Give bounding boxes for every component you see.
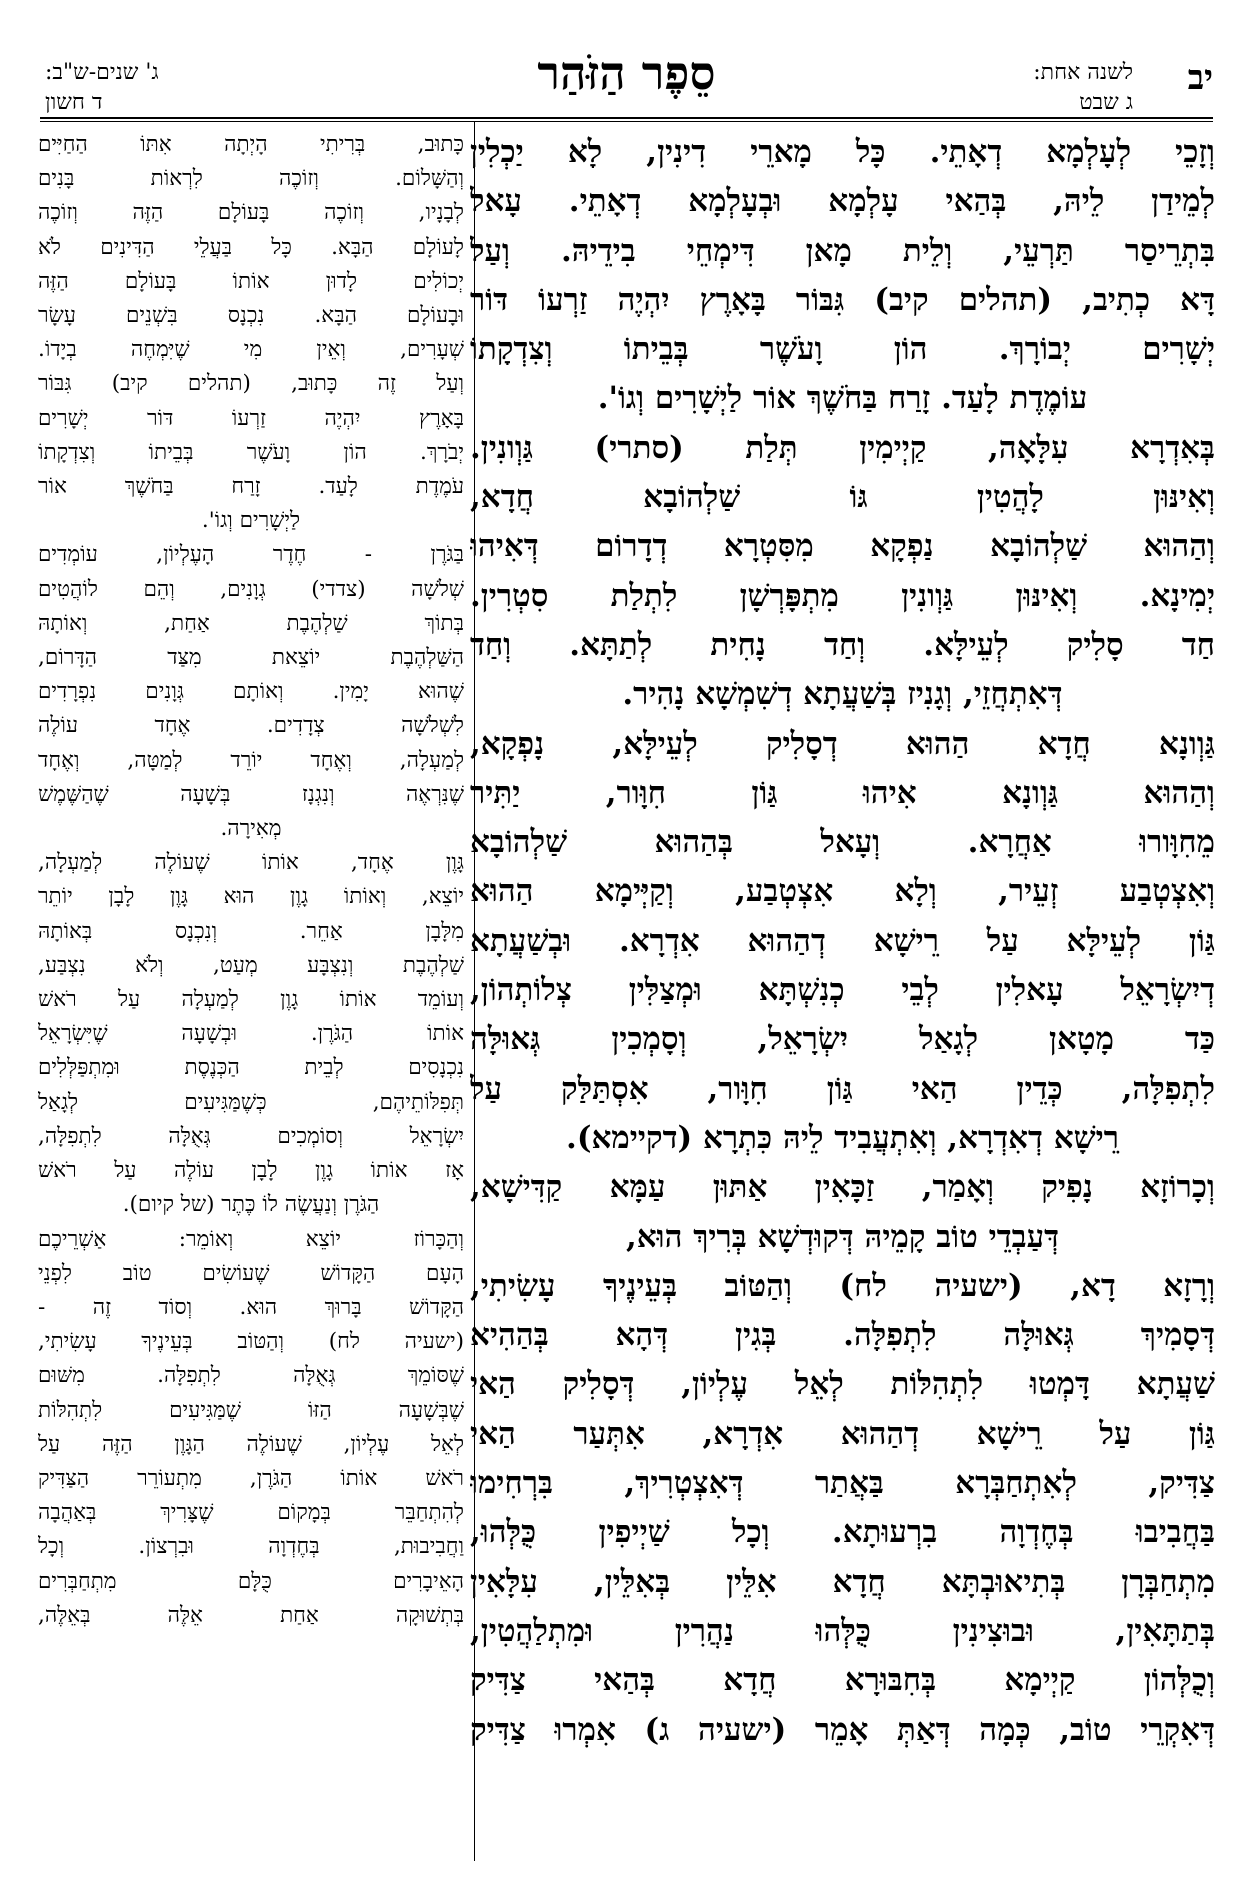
text-line: מְאִירָה. <box>220 816 282 842</box>
text-line: יוֹצֵא, וְאוֹתוֹ גָוֶן הוּא גָּוֶן לָבָן יוֹתֵר <box>38 884 464 910</box>
text-line: לְבָנָיו, וְזוֹכֶה בָּעוֹלָם הַזֶּה וְזוֹכֶה <box>38 200 464 226</box>
text-line: הַגֹּרֶן וְנַעֲשֶׂה לוֹ כֶּתֶר (של קיום). <box>122 1192 380 1218</box>
text-line: הָאֵיבָרִים כֻּלָּם מִתְחַבְּרִים <box>38 1568 464 1594</box>
text-line: בַּגֹּרֶן - חֶדֶר הָעֶלְיוֹן, עוֹמְדִים <box>38 542 464 568</box>
text-line: וְכָרוֹזָא נָפִיק וְאָמַר, זַכָּאִין אַתּוּן עַמָּא קַדִּישָׁא, <box>470 1169 1215 1206</box>
text-line: עֹמֶדֶת לָעַד. זָרַח בַּחֹשֶׁךְ אוֹר <box>38 474 464 500</box>
text-line: וְאִינּוּן לָהֲטִין גּוֹ שַׁלְהוֹבָא חֲדָא, <box>470 479 1215 516</box>
text-line: וַחֲבִיבוּת, בְּחֶדְוָה וּבִרְצוֹן. וְכָל <box>38 1534 464 1560</box>
text-line: הָעָם הַקָּדוֹשׁ שֶׁעוֹשִׂים טוֹב לִפְנֵי <box>38 1260 464 1286</box>
text-line: דְּעַבְדֵי טוֹב קָמֵיהּ דְּקוּדְשָׁא בְּרִיךְ הוּא, <box>625 1218 1060 1255</box>
text-line: צַדִּיק, לְאִתְחַבְּרָא בַּאֲתַר דְּאִצְטְרִיךְ, בִּרְחִימוּ <box>470 1465 1215 1502</box>
text-line: שֶׁבְּשָׁעָה הַזּוֹ שֶׁמַּגִּיעִים לִתְהִלּוֹת <box>38 1397 464 1423</box>
text-line: וְרָזָא דָא, (ישעיה לח) וְהַטּוֹב בְּעֵינֶיךָ עָשִׂיתִי, <box>470 1267 1215 1304</box>
text-line: גָּוֶן אֶחָד, אוֹתוֹ שֶׁעוֹלֶה לְמַעְלָה, <box>38 850 464 876</box>
text-line: לִשְׁלֹשָׁה צְדָדִים. אֶחָד עוֹלֶה <box>38 713 464 739</box>
text-line: אָז אוֹתוֹ גָוֶן לָבָן עוֹלֶה עַל רֹאשׁ <box>38 1158 464 1184</box>
text-line: יְמִינָא. וְאִינּוּן גַּוְונִין מִתְפָּרְשָׁן לִתְלַת סִטְרִין. <box>470 577 1215 614</box>
text-line: רֵישָׁא דְאִדְרָא, וְאִתְעֲבִיד לֵיהּ כִּתְרָא (דקיימא). <box>566 1119 1119 1156</box>
text-line: דְּסָמִיךְ גְּאוּלָּה לִתְפִלָּה. בְּגִין דְּהָא בְּהַהִיא <box>470 1317 1215 1354</box>
text-line: לְהִתְחַבֵּר בְּמָקוֹם שֶׁצָּרִיךְ בְּאַהֲבָה <box>38 1500 464 1526</box>
text-line: שֶׁהוּא יָמִין. וְאוֹתָם גְּוָנִים נִפְרָדִים <box>38 679 464 705</box>
text-line: תְּפִלּוֹתֵיהֶם, כְּשֶׁמַּגִּיעִים לְגָאַל <box>38 1089 464 1115</box>
text-line: וְעוֹמֵד אוֹתוֹ גָוֶן לְמַעְלָה עַל רֹאשׁ <box>38 987 464 1013</box>
text-line: עוֹמֶדֶת לָעַד. זָרַח בַּחֹשֶׁךְ אוֹר לַיְשָׁרִים וְגוֹ'. <box>597 380 1088 417</box>
aramaic-text-column <box>470 128 1215 1868</box>
text-line: מֵחִוָּורוּ אַחֲרָא. וְעָאל בְּהַהוּא שַׁלְהוֹבָא <box>470 824 1215 861</box>
text-line: הַשַּׁלְהֶבֶת יוֹצֵאת מִצַּד הַדָּרוֹם, <box>38 645 464 671</box>
text-line: שַׁלְהֶבֶת וְנִצְבָּע מְעַט, וְלֹא נִצְבַּע, <box>38 952 464 978</box>
text-line: יִשְׂרָאֵל וְסוֹמְכִים גְּאֻלָּה לִתְפִלָּה, <box>38 1123 464 1149</box>
text-line: וְהַשָּׁלוֹם. וְזוֹכֶה לִרְאוֹת בָּנִים <box>38 166 464 192</box>
text-line: וְהַכָּרוֹז יוֹצֵא וְאוֹמֵר: אַשְׁרֵיכֶם <box>38 1226 464 1252</box>
text-line: בַּחֲבִיבוּ בְּחֶדְוָה בִרְעוּתָא. וְכָל שַׁיְיפִין כֻּלְּהוּ, <box>470 1514 1215 1551</box>
text-line: לְמֵידַן לֵיהּ, בְּהַאי עָלְמָא וּבְעָלְמָא דְאָתֵי. עָאל <box>470 183 1215 220</box>
text-line: בִּתְרֵיסַר תַּרְעֵי, וְלֵית מָאן דִּימְחֵי בִידֵיהּ. וְעַל <box>470 232 1215 269</box>
text-line: יְבֹרָךְ. הוֹן וָעֹשֶׁר בְּבֵיתוֹ וְצִדְקָתוֹ <box>38 439 464 465</box>
text-line: וְהַהוּא שַׁלְהוֹבָא נַפְקָא מִסִּטְרָא דְדָרוֹם דְּאִיהוּ <box>470 528 1215 565</box>
text-line: לְמַעְלָה, וְאֶחָד יוֹרֵד לְמַטָּה, וְאֶחָד <box>38 747 464 773</box>
text-line: דְּאִקְרֵי טוֹב, כְּמָה דְּאַתְּ אָמֵר (ישעיה ג) אִמְרוּ צַדִּיק <box>470 1711 1215 1748</box>
text-line: כַּד מָטָאן לְגָאַל יִשְׂרָאֵל, וְסָמְכִין גְּאוּלָּה <box>470 1021 1215 1058</box>
text-line: וּבָעוֹלָם הַבָּא. נִכְנָס בִּשְׁנֵים עָשָׂר <box>38 303 464 329</box>
text-line: וְזָכֵי לְעָלְמָא דְאָתֵי. כָּל מָארֵי דִינִין, לָא יַכְלִין <box>470 134 1215 170</box>
text-line: וְכֻלְּהוֹן קַיְימָא בְּחִבּוּרָא חֲדָא בְּהַאי צַדִּיק <box>470 1662 1215 1699</box>
text-line: לִתְפִלָּה, כְּדֵין הַאי גַּוֹן חִוָּור, אִסְתַּלַּק עַל <box>470 1070 1215 1107</box>
text-line: בְּתוֹךְ שַׁלְהֶבֶת אַחַת, וְאוֹתָהּ <box>38 610 464 636</box>
header-rule-thin <box>40 121 1213 122</box>
text-line: בְּאִדְרָא עִלָּאָה, קַיְימִין תְּלַת (סתרי) גַּוְונִין. <box>470 429 1215 466</box>
text-line: גַּוֹן לְעֵילָּא עַל רֵישָׁא דְהַהוּא אִדְרָא. וּבְשַׁעֲתָא <box>470 922 1215 959</box>
text-line: וְאִצְטְבַע זְעֵיר, וְלָא אִצְטְבַע, וְקַיְּימָא הַהוּא <box>470 873 1215 910</box>
text-line: גַּוְונָא חֲדָא הַהוּא דְסָלִיק לְעֵילָּא, נָפְקָא, <box>470 725 1215 762</box>
text-line: דָּא כְתִיב, (תהלים קיב) גִּבּוֹר בָּאָרֶץ יִהְיֶה זַרְעוֹ דּוֹר <box>470 281 1215 318</box>
text-line: בְּתְשׁוּקָה אַחַת אֵלֶּה בְּאֵלֶּה, <box>38 1602 464 1628</box>
text-line: שְׁלֹשָׁה (צדדי) גְוָנִים, וְהֵם לוֹהֲטִים <box>38 576 464 602</box>
text-line: נִכְנָסִים לְבֵית הַכְּנֶסֶת וּמִתְפַּלְּלִים <box>38 1055 464 1081</box>
text-line: לַיְשָׁרִים וְגוֹ'. <box>201 508 301 534</box>
header-left-line1: ג' שנים-ש"ב: <box>45 60 159 85</box>
text-line: הַקָּדוֹשׁ בָּרוּךְ הוּא. וְסוֹד זֶה - <box>38 1294 464 1320</box>
text-line: מִלָּבָן אַחֵר. וְנִכְנָס בְּאוֹתָהּ <box>38 918 464 944</box>
header-left <box>45 58 159 118</box>
text-line: לְאֵל עֶלְיוֹן, שֶׁעוֹלֶה הַגָּוֶן הַזֶּה עַל <box>38 1431 464 1457</box>
header-right-line2: ג שבט <box>1079 90 1133 115</box>
page-number: יב <box>1187 58 1213 98</box>
text-line: (ישעיה לח) וְהַטּוֹב בְּעֵינֶיךָ עָשִׂיתִי, <box>38 1329 464 1355</box>
header-rule <box>40 117 1213 119</box>
book-title: סֵפֶר הַזֹּהַר <box>537 46 716 100</box>
text-line: יְכוֹלִים לָדוּן אוֹתוֹ בָּעוֹלָם הַזֶּה <box>38 268 464 294</box>
text-line: לָעוֹלָם הַבָּא. כָּל בַּעֲלֵי הַדִּינִים לֹא <box>38 234 464 260</box>
text-line: מִתְחַבְּרָן בְּתִיאוּבְתָּא חֲדָא אִלֵּין בְּאִלֵּין, עִלָּאִין <box>470 1563 1215 1600</box>
header-left-line2: ד חשון <box>45 90 103 115</box>
text-line: בָּאָרֶץ יִהְיֶה זַרְעוֹ דּוֹר יְשָׁרִים <box>38 405 464 431</box>
text-line: שֶׁנִּרְאֶה וְנִגְנָז בְּשָׁעָה שֶׁהַשֶּׁמֶשׁ <box>38 781 464 807</box>
text-line: בְּתַתָּאִין, וּבוּצִינִין כֻּלְּהוּ נַהֲרִין וּמִתְלַהֲטִין, <box>470 1612 1215 1649</box>
text-line: גַּוֹן עַל רֵישָׁא דְהַהוּא אִדְרָא, אִתְּעַר הַאי <box>470 1415 1215 1452</box>
text-line: שֶׁסּוֹמֵךְ גְּאֻלָּה לִתְפִלָּה. מִשּׁוּם <box>38 1363 464 1389</box>
text-line: שְׁעָרִים, וְאֵין מִי שֶׁיִּמְחֶה בְיָדוֹ. <box>38 337 464 363</box>
text-line: כָּתוּב, בְּרִיתִי הָיְתָה אִתּוֹ הַחַיִּים <box>38 132 464 157</box>
text-line: וְעַל זֶה כָּתוּב, (תהלים קיב) גִּבּוֹר <box>38 371 464 397</box>
text-line: שַׁעֲתָא דָּמְטוּ לִתְהִלּוֹת לְאֵל עֶלְיוֹן, דְּסָלִיק הַאי <box>470 1366 1215 1403</box>
text-line: רֹאשׁ אוֹתוֹ הַגֹּרֶן, מִתְעוֹרֵר הַצַּדִּיק <box>38 1465 464 1491</box>
text-line: דְּאִתְחֲזֵי, וְגָנִיז בְּשַׁעֲתָא דְשִׁמְשָׁא נָהִיר. <box>622 676 1063 713</box>
text-line: יְשָׁרִים יְבוֹרָךְ. הוֹן וָעֹשֶׁר בְּבֵיתוֹ וְצִדְקָתוֹ <box>470 331 1215 368</box>
text-line: וְהַהוּא גַּוְונָא אִיהוּ גַּוֹן חִוָּור, יַתִּיר <box>470 774 1215 811</box>
hebrew-translation-column <box>38 128 464 1868</box>
text-line: חַד סָלִיק לְעֵילָּא. וְחַד נָחִית לְתַתָּא. וְחַד <box>470 626 1215 663</box>
text-line: דְיִשְׂרָאֵל עָאלִין לְבֵי כְנִשְׁתָּא וּמְצַלִּין צְלוֹתְהוֹן, <box>470 972 1215 1009</box>
header-right-line1: לשנה אחת: <box>1033 60 1133 85</box>
text-line: אוֹתוֹ הַגֹּרֶן. וּבְשָׁעָה שֶׁיִּשְׂרָאֵל <box>38 1021 464 1047</box>
